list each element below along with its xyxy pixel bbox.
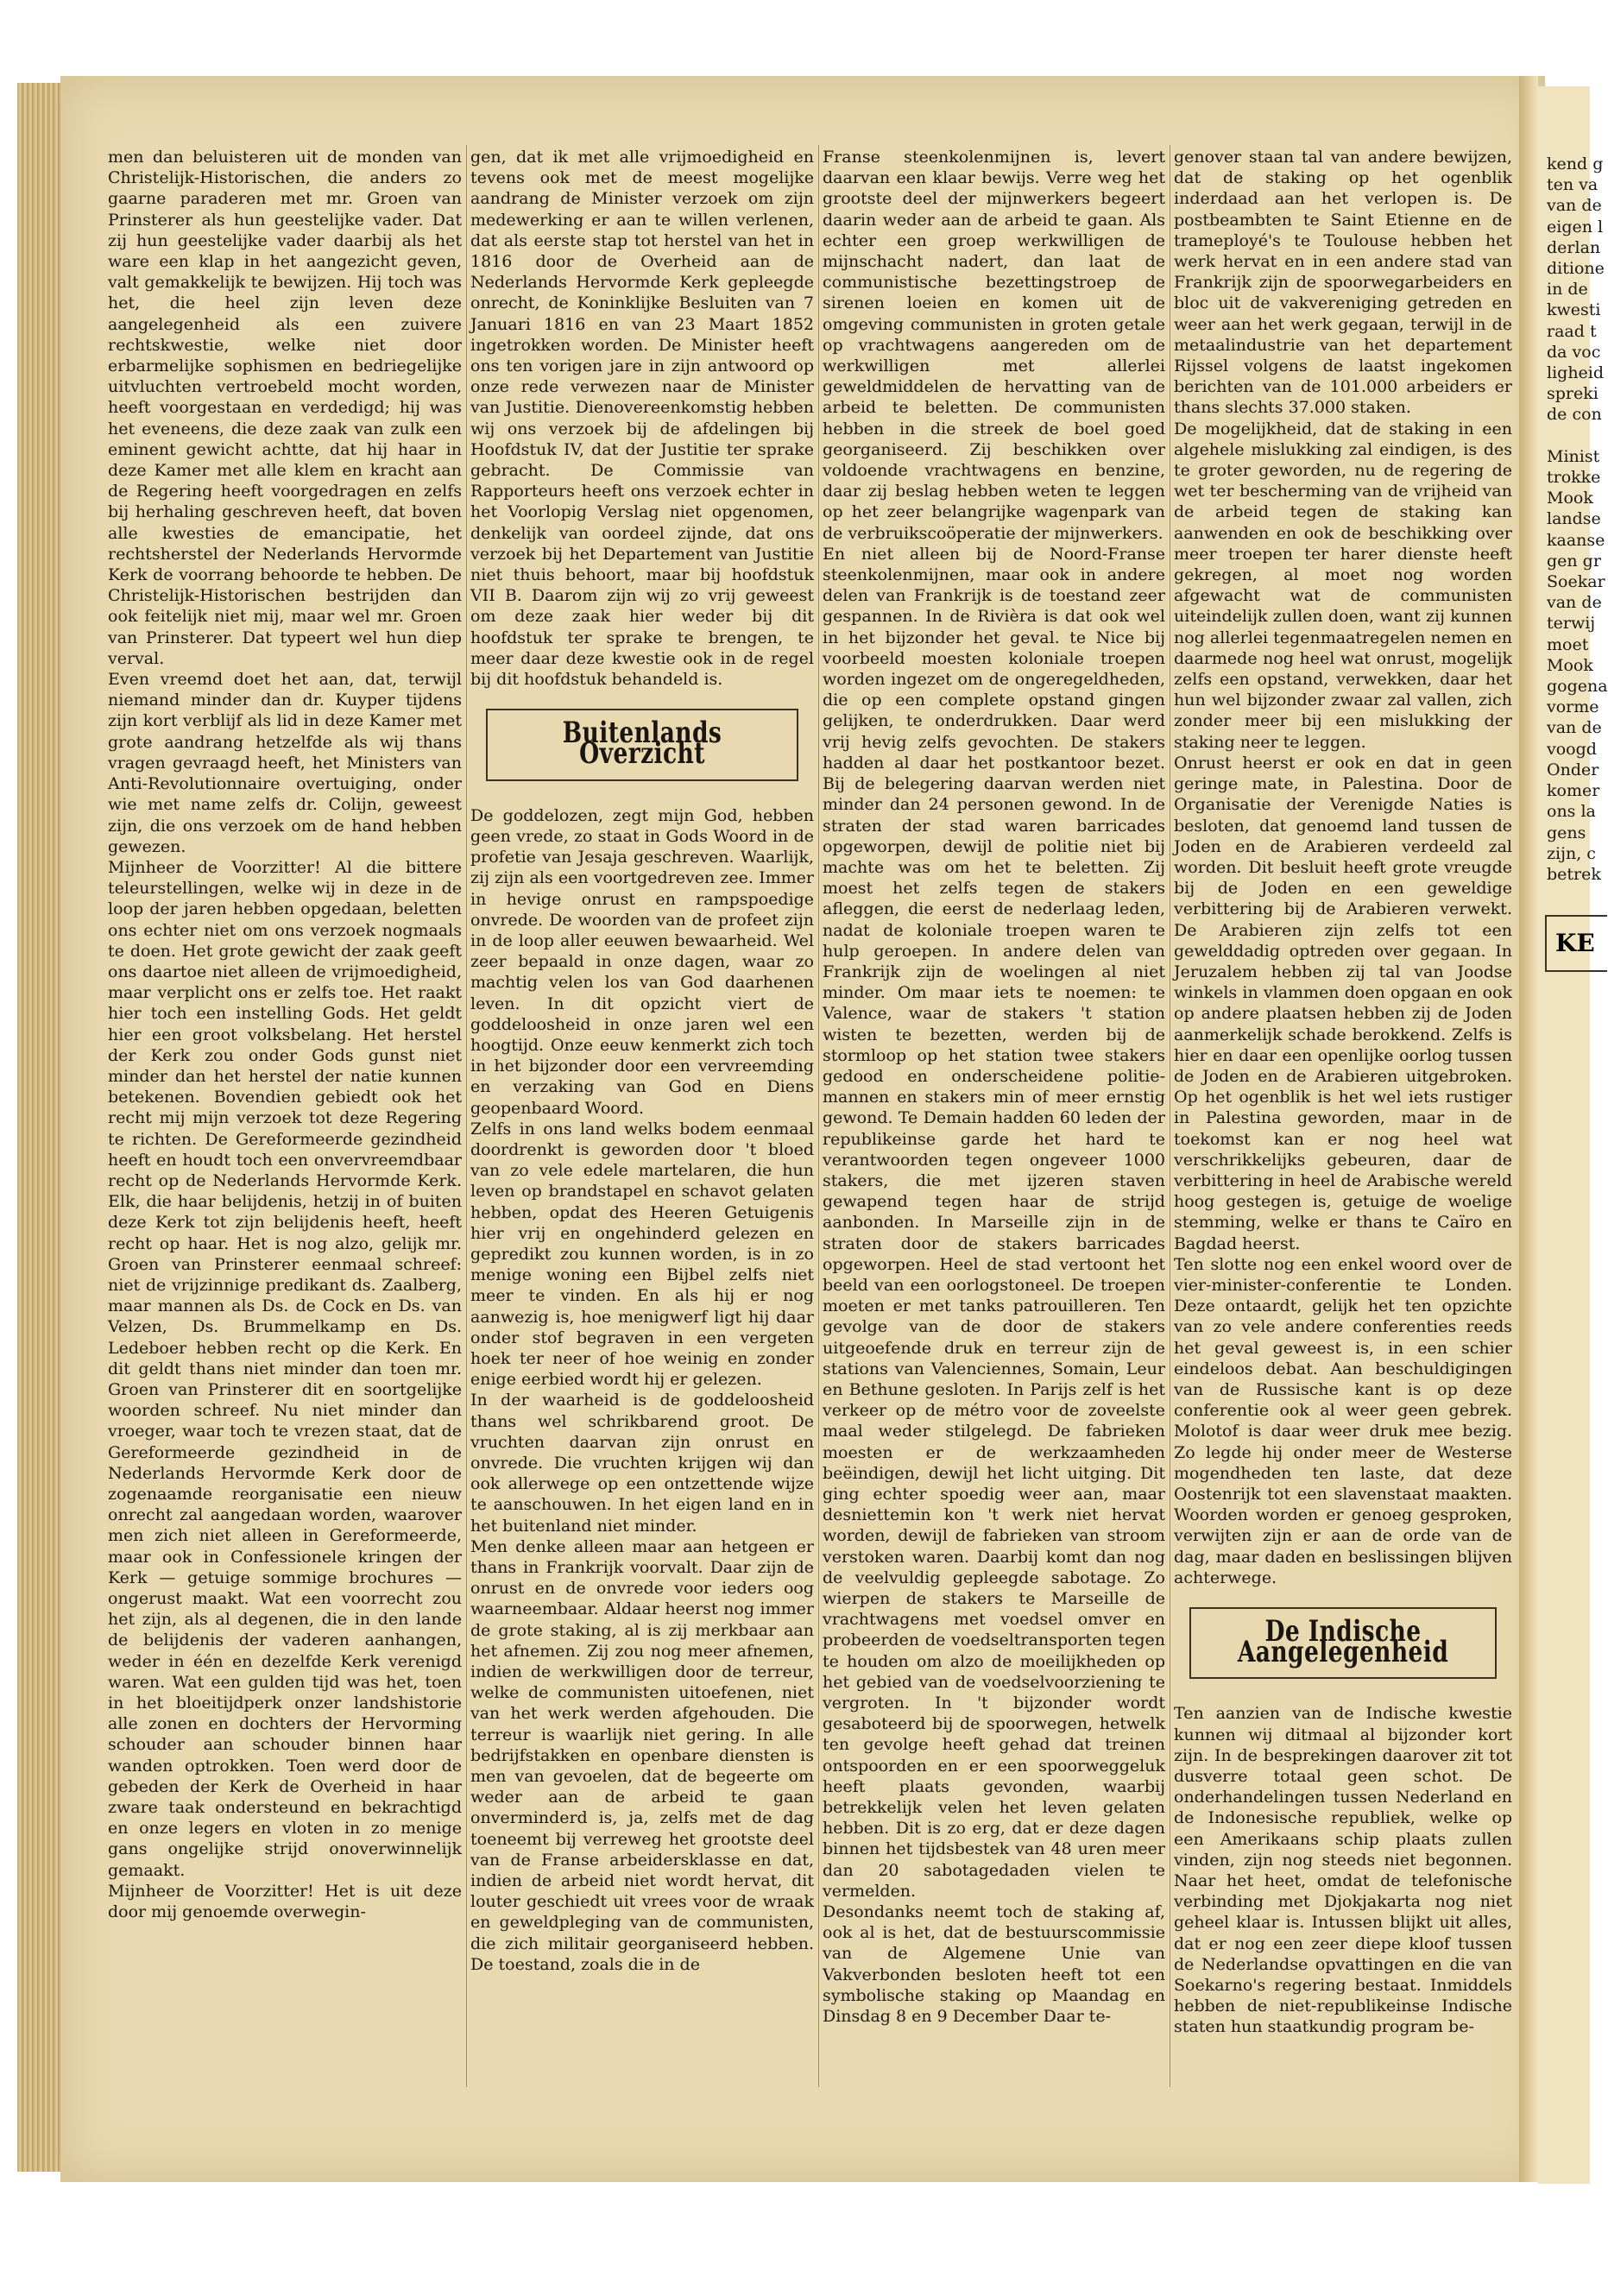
binding-gutter [1519, 76, 1538, 2182]
paragraph: Franse steenkolenmijnen is, levert daarvan een klaar bewijs. Verre weg het grootste deel der mijnwerkers begeert daarin weder aan de arbeid te gaan. Als echter een groep werkwilligen de mijnschacht nadert, dan laat de communistische bezettingstroep de sirenen loeien en komen uit de omgeving communisten in groten getale op vrachtwagens aangereden om de werkwilligen met allerlei geweldmiddelen de hervatting van de arbeid te beletten. De communisten hebben in die streek de boel goed georganiseerd. Zij beschikken over voldoende vrachtwagens en benzine, daar zij beslag hebben weten te leggen op het zeer belangrijke wagenpark van de verbruikscoöperatie der mijnwerkers. [823, 148, 1165, 543]
adjacent-page-line: van de [1547, 593, 1602, 613]
paragraph: Zelfs in ons land welks bodem eenmaal doordrenkt is geworden door 't bloed van zo vele edele martelaren, die hun leven op brandstapel en schavot gelaten hebben, opdat des Heeren Getuigenis hier vrij en ongehinderd gelezen en gepredikt zou kunnen worden, is in zo menige woning een Bijbel zelfs niet meer te vinden. En als hij er nog aanwezig is, hoe menigwerf ligt hij daar onder stof begraven in een vergeten hoek ter neer of hoe weinig en zonder enige eerbied wordt hij er gelezen. [470, 1119, 814, 1390]
adjacent-page-heading: KE [1555, 929, 1595, 957]
adjacent-page-text [1547, 154, 1608, 885]
paragraph: genover staan tal van andere bewijzen, dat de staking op het ogenblik inderdaad aan het verlopen is. De postbeambten te Saint Etienne en de trameployé's te Toulouse hebben het werk hervat en in een andere stad van Frankrijk zijn de spoorwegarbeiders en bloc uit de vakvereniging getreden en weer aan het werk gegaan, terwijl in de metaalindustrie van het departement Rijssel volgens de laatst ingekomen berichten van de 101.000 arbeiders er thans slechts 37.000 staken. [1174, 148, 1512, 418]
column-3 [823, 147, 1165, 2080]
adjacent-page-line: kaanse [1547, 530, 1605, 550]
adjacent-page-line: da voc [1547, 342, 1601, 362]
column-1 [108, 147, 462, 2080]
adjacent-page-line [1547, 426, 1588, 446]
adjacent-page-line: Minist [1547, 446, 1600, 466]
adjacent-page-line: ditione [1547, 259, 1605, 279]
paragraph: Even vreemd doet het aan, dat, terwijl niemand minder dan dr. Kuyper tijdens zijn kort verblijf als lid in deze Kamer met grote aandrang hetzelfde als wij thans vragen gevraagd heeft, het Ministers van Anti-Revolutionnaire overtuiging, onder wie met name zelfs dr. Colijn, geweest zijn, die ons verzoek om de hand hebben gewezen. [108, 670, 462, 856]
adjacent-page-line: betrek [1547, 864, 1601, 884]
paragraph: Ten aanzien van de Indische kwestie kunnen wij ditmaal al bijzonder kort zijn. In de besprekingen daarover zit tot dusverre totaal geen schot. De onderhandelingen tussen Nederland en de Indonesische republiek, welke op een Amerikaans schip plaats zullen vinden, zijn nog steeds niet begonnen. Naar het heet, omdat de telefonische verbinding met Djokjakarta nog niet geheel klaar is. Intussen blijkt uit alles, dat er nog een zeer diepe kloof tussen de Nederlandse opvattingen en die van Soekarno's regering bestaat. Inmiddels hebben de niet-republikeinse Indische staten hun staatkundig program be- [1174, 1704, 1512, 2037]
adjacent-page-line: ligheid [1547, 363, 1605, 383]
adjacent-page-line: gen gr [1547, 551, 1601, 571]
adjacent-page-line: spreki [1547, 384, 1599, 404]
adjacent-page-line: in de [1547, 280, 1588, 300]
adjacent-page-line: vorme [1547, 697, 1599, 717]
adjacent-page-line: Soekar [1547, 572, 1605, 592]
adjacent-page-line: ons la [1547, 802, 1596, 822]
section-heading-box [1189, 1607, 1497, 1679]
adjacent-page-line: ten va [1547, 175, 1599, 195]
paragraph: Desondanks neemt toch de staking af, ook al is het, dat de bestuurscommissie van de Algemene Unie van Vakverbonden besloten heeft tot een symbolische staking op Maandag en Dinsdag 8 en 9 December Daar te- [823, 1902, 1165, 2027]
paragraph: De goddelozen, zegt mijn God, hebben geen vrede, zo staat in Gods Woord in de profetie van Jesaja geschreven. Waarlijk, zij zijn als een voortgedreven zee. Immer in hevige onrust en rampspoedige onvrede. De woorden van de profeet zijn in de loop aller eeuwen bewaarheid. Wel zeer bepaald in onze dagen, waar zo machtig velen los van God daarhenen leven. In dit opzicht viert de goddeloosheid in onze jaren wel een hoogtijd. Onze eeuw kenmerkt zich toch in het bijzonder door een vervreemding en verzaking van God en Diens geopenbaard Woord. [470, 805, 814, 1118]
adjacent-page-line: de con [1547, 405, 1602, 425]
section-heading-buitenlands-overzicht: Buitenlands Overzicht [562, 716, 722, 772]
adjacent-page-line: terwij [1547, 614, 1596, 634]
column-4 [1174, 147, 1512, 2080]
paragraph: gen, dat ik met alle vrijmoedigheid en tevens ook met de meest mogelijke aandrang de Minister verzoek om zijn medewerking er aan te willen verlenen, dat als eerste stap tot herstel van het in 1816 door de Overheid aan de Nederlands Hervormde Kerk gepleegde onrecht, de Koninklijke Besluiten van 7 Januari 1816 en van 23 Maart 1852 ingetrokken worden. De Minister heeft ons ten vorigen jare in zijn antwoord op onze rede verwezen naar de Minister van Justitie. Dienovereenkomstig hebben wij ons verzoek bij de afdelingen bij Hoofdstuk IV, dat der Justitie ter sprake gebracht. De Commissie van Rapporteurs heeft ons verzoek echter in het Voorlopig Verslag niet opgenomen, denkelijk van oordeel zijnde, dat ons verzoek bij het Departement van Justitie niet thuis behoort, maar bij hoofdstuk VII B. Daarom zijn wij zo vrij geweest om deze zaak hier weder bij dit hoofdstuk ter sprake te brengen, te meer daar deze kwestie ook in de regel bij dit hoofdstuk behandeld is. [470, 148, 814, 690]
adjacent-page-line: Mook [1547, 655, 1593, 675]
adjacent-page-line: Mook [1547, 489, 1593, 508]
adjacent-page-line: raad t [1547, 321, 1597, 341]
paragraph: Men denke alleen maar aan hetgeen er thans in Frankrijk voorvalt. Daar zijn de onrust en de onvrede voor ieders oog waarneembaar. Aldaar heerst nog immer de grote staking, al is zij merkbaar aan het afnemen. Zij zou nog meer afnemen, indien de werkwilligen door de terreur, welke de communisten uitoefenen, niet van het werk werden afgehouden. Die terreur is waarlijk niet gering. In alle bedrijfstakken en openbare diensten is men van gevoelen, dat de begeerte om weder aan de arbeid te gaan onverminderd is, ja, zelfs met de dag toeneemt bij verreweg het grootste deel van de Franse arbeidersklasse en dat, indien de arbeid niet wordt hervat, dit louter geschiedt uit vrees voor de wraak en geweldpleging van de communisten, die zich militair georganiseerd hebben. De toestand, zoals die in de [470, 1536, 814, 1974]
adjacent-page-line: kwesti [1547, 300, 1601, 320]
paragraph: Onrust heerst er ook en dat in geen geringe mate, in Palestina. Door de Organisatie der Verenigde Naties is besloten, dat genoemd land tussen de Joden en de Arabieren verdeeld zal worden. Dit besluit heeft grote vreugde bij de Joden en een geweldige verbittering bij de Arabieren verwekt. De Arabieren zijn zelfs tot een gewelddadig optreden over gegaan. In Jeruzalem hebben zij tal van Joodse winkels in vlammen doen opgaan en ook op andere plaatsen hebben zij de Joden aanmerkelijk schade berokkend. Zelfs is hier en daar een openlijke oorlog tussen de Joden en de Arabieren uitgebroken. Op het ogenblik is het wel iets rustiger in Palestina geworden, maar in de toekomst kan er nog heel wat verschrikkelijks gebeuren, daar de verbittering in heel de Arabische wereld hoog gestegen is, getuige de woelige stemming, welke er thans te Caïro en Bagdad heerst. [1174, 753, 1512, 1253]
adjacent-page-line: gens [1547, 823, 1586, 842]
paragraph: men dan beluisteren uit de monden van Christelijk-Historischen, die anders zo gaarne paraderen met mr. Groen van Prinsterer als hun geestelijke vader. Dat zij hun geestelijke vader daarbij als het ware een klap in het aangezicht geven, valt gemakkelijk te bewijzen. Hij toch was het, die heel zijn leven deze aangelegenheid als een zuivere rechtskwestie, welke niet door erbarmelijke sophismen en bedriegelijke uitvluchten vertroebeld mocht worden, heeft voorgestaan en verdedigd; hij was het eveneens, die deze zaak van zulk een eminent gewicht achtte, dat hij haar in deze Kamer met alle klem en kracht aan de Regering heeft voorgedragen en zelfs bij herhaling geschreven heeft, dat boven alle kwesties de emancipatie, het rechtsherstel der Nederlands Hervormde Kerk de voorrang behoorde te hebben. De Christelijk-Historischen bestrijden dan ook feitelijk niet mij, maar wel mr. Groen van Prinsterer. Dat typeert wel hun diep verval. [108, 148, 462, 668]
paragraph: De mogelijkheid, dat de staking in een algehele mislukking zal eindigen, is des te groter geworden, nu de regering de wet ter bescherming van de vrijheid van de arbeid tegen de staking kan aanwenden en ook de beschikking over meer troepen ter harer dienste heeft gekregen, al moet nog worden afgewacht wat de communisten uiteindelijk zullen doen, want zij kunnen nog allerlei tegenmaatregelen nemen en daarmede nog heel wat onrust, mogelijk zelfs een opstand, verwekken, daar het hun wel bijzonder zwaar zal vallen, zich zonder meer bij een mislukking der staking neer te leggen. [1174, 419, 1512, 752]
adjacent-page-line: van de [1547, 718, 1602, 738]
paragraph: In der waarheid is de goddeloosheid thans wel schrikbarend groot. De vruchten daarvan zijn onrust en onvrede. Die vruchten krijgen wij dan ook allerwege op een ontzettende wijze te aanschouwen. In het eigen land en in het buitenland niet minder. [470, 1391, 814, 1536]
adjacent-page-line: van de [1547, 196, 1602, 216]
paragraph: En niet alleen bij de Noord-Franse steenkolenmijnen, maar ook in andere delen van Frankrijk is de toestand zeer gespannen. In de Rivièra is dat ook wel in het bijzonder het geval. te Nice bij voorbeeld moesten koloniale troepen worden ingezet om de ongeregeldheden, die op een complete opstand gingen gelijken, te onderdrukken. Daar werd vrij hevig zelfs gevochten. De stakers hadden al daar het postkantoor bezet. Bij de belegering daarvan werden niet minder dan 24 personen gewond. In de straten der stad waren barricades opgeworpen, dewijl de politie niet bij machte was om het te beletten. Zij moest het zelfs tegen de stakers afleggen, die eerst de nederlaag leden, nadat de koloniale troepen waren te hulp geroepen. In andere delen van Frankrijk zijn de woelingen al niet minder. Om maar iets te noemen: te Valence, waar de stakers 't station wisten te bezetten, werden bij de stormloop op het station twee stakers gedood en onderscheidene politie-mannen en stakers min of meer ernstig gewond. Te Demain hadden 60 leden der republikeinse garde het hard te verantwoorden tegen ongeveer 1000 stakers, die met ijzeren staven gewapend tegen haar de strijd aanbonden. In Marseille zijn in de straten door de stakers barricades opgeworpen. Heel de stad vertoont het beeld van een oorlogstoneel. De troepen moeten er met tanks patrouilleren. Ten gevolge van de door de stakers uitgeoefende druk en terreur zijn de stations van Valenciennes, Somain, Leur en Bethune gesloten. In Parijs zelf is het verkeer op de métro voor de zoveelste maal weder stilgelegd. De fabrieken moesten er de werkzaamheden beëindigen, dewijl het licht uitging. Dit ging echter spoedig weer aan, maar desniettemin kon 't werk niet hervat worden, dewijl de fabrieken van stroom verstoken waren. Daarbij komt dan nog de veelvuldig gepleegde sabotage. Zo wierpen de stakers te Marseille de vrachtwagens met voedsel omver en probeerden de voedseltransporten tegen te houden om alzo de moeilijkheden op het gebied van de voedselvoorziening te vergroten. In 't bijzonder wordt gesaboteerd bij de spoorwegen, hetwelk ten gevolge heeft gehad dat treinen ontspoorden en er een spoorweggeluk heeft plaats gevonden, waarbij betrekkelijk velen het leven gelaten hebben. Dit is zo erg, dat er deze dagen binnen het tijdsbestek van 48 uren meer dan 20 sabotagedaden vielen te vermelden. [823, 544, 1165, 1901]
adjacent-page-line: voogd [1547, 739, 1597, 759]
adjacent-page-line: trokke [1547, 468, 1601, 488]
adjacent-page-line: eigen l [1547, 217, 1604, 237]
column-rule [466, 145, 467, 2087]
paragraph: Mijnheer de Voorzitter! Al die bittere teleurstellingen, welke wij in deze in de loop der jaren hebben opgedaan, beletten ons echter niet om ons verzoek nogmaals te doen. Het grote gewicht der zaak geeft ons daartoe niet alleen de vrijmoedigheid, maar verplicht ons er zelfs toe. Het raakt hier toch een instelling Gods. Het geldt hier een groot volksbelang. Het herstel der Kerk zou onder Gods gunst niet minder dan het herstel der natie kunnen betekenen. Bovendien gebiedt ook het recht mij mijn verzoek tot deze Regering te richten. De Gereformeerde gezindheid heeft en houdt toch een onvervreemdbaar recht op de Nederlands Hervormde Kerk. Elk, die haar belijdenis, hetzij in of buiten deze Kerk tot zijn belijdenis heeft, heeft recht op haar. Het is nog alzo, gelijk mr. Groen van Prinsterer eenmaal schreef: niet de vrijzinnige predikant ds. Zaalberg, maar mannen als Ds. de Cock en Ds. van Velzen, Ds. Brummelkamp en Ds. Ledeboer hebben recht op die Kerk. En dit geldt thans niet minder dan toen mr. Groen van Prinsterer dit en soortgelijke woorden schreef. Nu niet minder dan vroeger, waar toch te vrezen staat, dat de Gereformeerde gezindheid in de Nederlands Hervormde Kerk door de zogenaamde reorganisatie een nieuw onrecht zal aangedaan worden, waarover men zich niet alleen in Gereformeerde, maar ook in Confessionele kringen der Kerk — getuige sommige brochures — ongerust maakt. Wat een voorrecht zou het zijn, als al degenen, die in den lande de belijdenis der vaderen aanhangen, weder in één en dezelfde Kerk verenigd waren. Wat een gulden tijd was het, toen in het bloeitijdperk onzer landshistorie alle zonen en dochters der Hervorming schouder aan schouder binnen haar wanden optrokken. Toen werd door de gebeden der Kerk de Overheid in haar zware taak ondersteund en bekrachtigd en onze legers en vloten in zo menige gans ongelijke strijd onoverwinnelijk gemaakt. [108, 857, 462, 1880]
column-2 [470, 147, 814, 2080]
adjacent-page-line: Onder [1547, 760, 1599, 779]
paragraph: Mijnheer de Voorzitter! Het is uit deze door mij genoemde overwegin- [108, 1881, 462, 1922]
adjacent-page-line: moet [1547, 634, 1589, 654]
adjacent-page-heading-box [1545, 915, 1607, 972]
adjacent-page-line: zijn, c [1547, 843, 1596, 863]
adjacent-page-line: landse [1547, 509, 1601, 529]
adjacent-page-line: derlan [1547, 237, 1601, 257]
adjacent-page-line: kend g [1547, 155, 1604, 173]
section-heading-indische-aangelegenheid: De Indische Aangelegenheid [1237, 1614, 1449, 1670]
column-rule [818, 145, 819, 2087]
adjacent-page-line: gogena [1547, 677, 1608, 697]
paragraph: Ten slotte nog een enkel woord over de vier-minister-conferentie te Londen. Deze ontaardt, gelijk het ten opzichte van zo vele andere conferenties reeds het geval geweest is, in een schier eindeloos debat. Aan beschuldigingen van de Russische kant is op deze conferentie ook al weer geen gebrek. Molotof is daar weer druk mee bezig. Zo legde hij onder meer de Westerse mogendheden ten laste, dat deze Oostenrijk tot een slavenstaat maakten. Woorden worden er genoeg gesproken, verwijten zijn er aan de orde van de dag, maar daden en beslissingen blijven achterwege. [1174, 1254, 1512, 1587]
section-heading-box [486, 709, 798, 780]
adjacent-page-line: komer [1547, 781, 1600, 801]
